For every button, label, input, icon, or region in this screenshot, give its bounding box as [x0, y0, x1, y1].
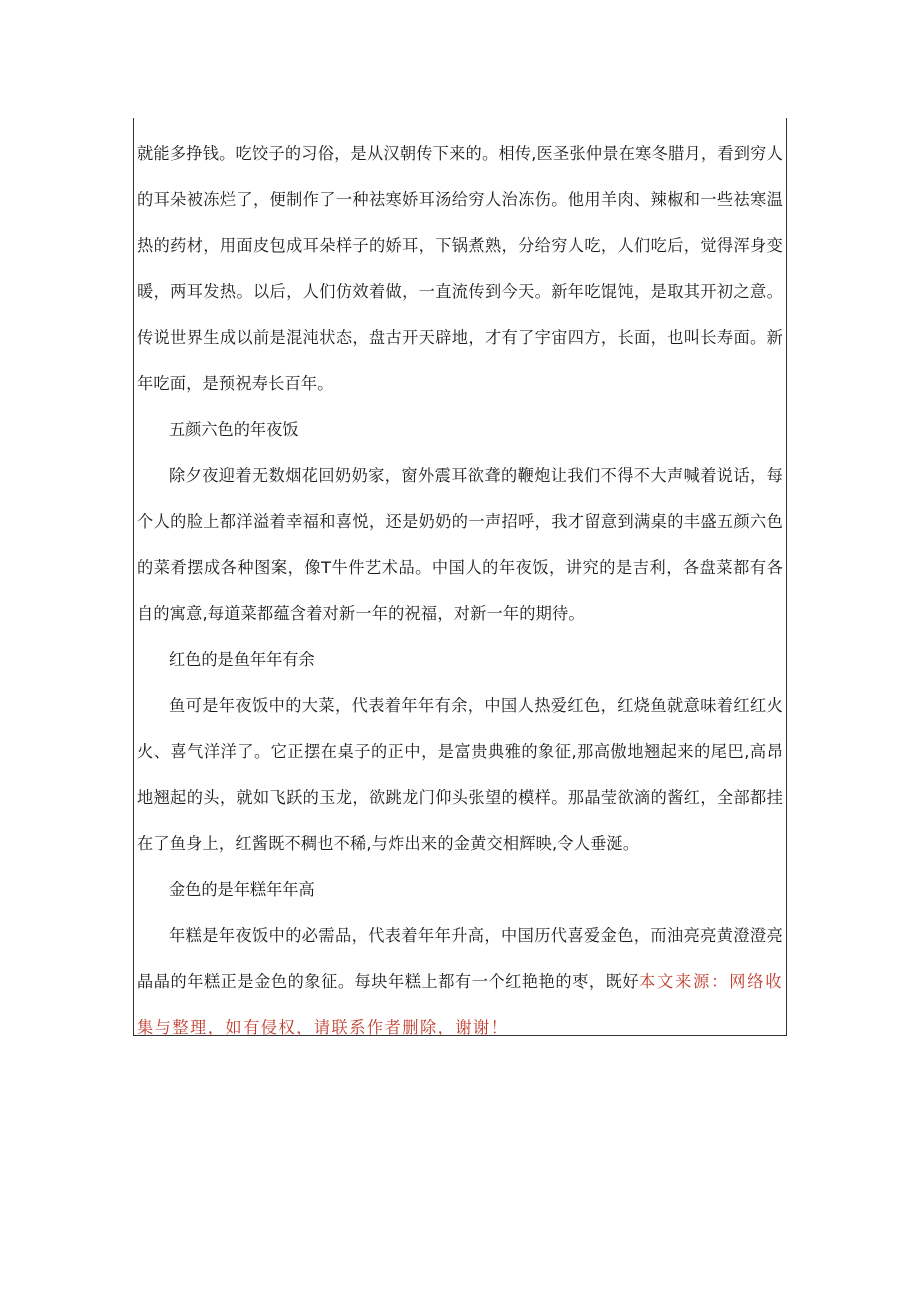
- paragraph-rice-cake: [137, 913, 783, 1051]
- paragraph-fish: 鱼可是年夜饭中的大菜，代表着年年有余，中国人热爱红色，红烧鱼就意味着红红火火、喜气洋洋了。它正摆在桌子的正中，是富贵典雅的象征,那高傲地翘起来的尾巴,高昂地翘起的头，就如飞跃的玉龙，欲跳龙门仰头张望的模样。那晶莹欲滴的酱红，全部都挂在了鱼身上，红酱既不稠也不稀,与炸出来的金黄交相辉映,令人垂涎。: [137, 696, 783, 853]
- page-frame: [133, 118, 787, 1036]
- section-heading-fish: 红色的是鱼年年有余: [169, 650, 315, 669]
- section-heading-new-year-dinner: 五颜六色的年夜饭: [169, 420, 299, 439]
- section-heading-rice-cake: 金色的是年糕年年高: [169, 880, 315, 899]
- paragraph-new-year-dinner: 除夕夜迎着无数烟花回奶奶家，窗外震耳欲聋的鞭炮让我们不得不大声喊着说话，每个人的脸上都洋溢着幸福和喜悦，还是奶奶的一声招呼，我才留意到满桌的丰盛五颜六色的菜肴摆成各种图案，像T牛件艺术品。中国人的年夜饭，讲究的是吉利，各盘菜都有各自的寓意,每道菜都蕴含着对新一年的祝福，对新一年的期待。: [137, 466, 783, 623]
- paragraph-dumplings-noodles: 就能多挣钱。吃饺子的习俗，是从汉朝传下来的。相传,医圣张仲景在寒冬腊月，看到穷人的耳朵被冻烂了，便制作了一种祛寒娇耳汤给穷人治冻伤。他用羊肉、辣椒和一些祛寒温热的药材，用面皮包成耳朵样子的娇耳，下锅煮熟，分给穷人吃，人们吃后，觉得浑身变暖，两耳发热。以后，人们仿效着做，一直流传到今天。新年吃馄饨，是取其开初之意。传说世界生成以前是混沌状态，盘古开天辟地，才有了宇宙四方，长面，也叫长寿面。新年吃面，是预祝寿长百年。: [137, 144, 783, 393]
- article-content: [137, 131, 783, 1051]
- paragraph-rice-cake-text: 年糕是年夜饭中的必需品，代表着年年升高，中国历代喜爱金色，而油亮亮黄澄澄亮晶晶的年糕正是金色的象征。每块年糕上都有一个红艳艳的枣，既好: [137, 926, 783, 991]
- source-note: 本文来源：网络收集与整理，如有侵权，请联系作者删除，谢谢！: [137, 972, 783, 1037]
